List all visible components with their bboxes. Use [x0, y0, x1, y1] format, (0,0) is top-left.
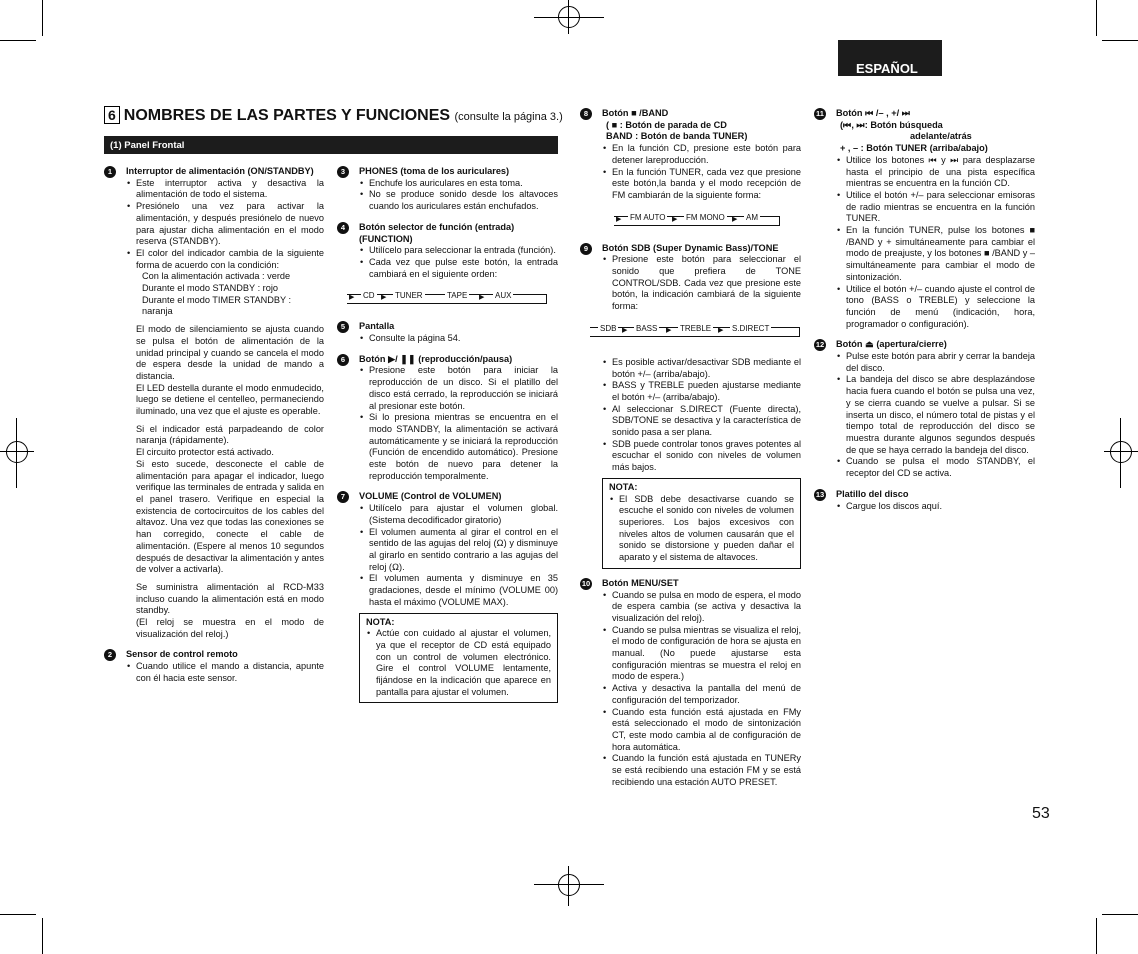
item-number-badge: 13	[815, 489, 825, 499]
bullet: • Cuando la función está ajustada en TUNERy se está recibiendo una estación FM y se está recibiendo una estación AUTO PRESET.	[602, 753, 801, 788]
section-page-ref: (consulte la página 3.)	[454, 111, 563, 123]
registration-mark-left	[6, 441, 28, 463]
column-1	[104, 166, 324, 694]
section-title-text: NOMBRES DE LAS PARTES Y FUNCIONES	[123, 107, 451, 124]
item-disc-tray	[814, 489, 1035, 512]
bullet: • Enchufe los auriculares en esta toma.	[359, 178, 558, 190]
bullet: • SDB puede controlar tonos graves potentes al escuchar el sonido con niveles de volumen más bajos.	[602, 439, 801, 474]
item-title: Botón ▶/ ❚❚ (reproducción/pausa)	[359, 353, 513, 364]
item-number-badge: 11	[814, 108, 826, 120]
bullet: • Presione este botón para iniciar la reproducción de un disco. Si el platillo del disco está cerrado, la reproducción se iniciará al presionar este botón.	[359, 365, 558, 412]
bullet: • El volumen aumenta al girar el control en el sentido de las agujas del reloj (Ω) y disminuye al girarlo en sentido contrario a las agujas del reloj (Ω).	[359, 527, 558, 574]
tone-order-diagram: SDB ▶ BASS ▶ TREBLE ▶ S.DIRECT	[590, 319, 801, 345]
function-order-diagram: ▶ CD ▶ TUNER TAPE ▶ AUX	[347, 286, 558, 312]
bullet: • Pulse este botón para abrir y cerrar la bandeja del disco.	[836, 351, 1035, 374]
crop-mark	[1102, 914, 1138, 915]
registration-mark-line	[1104, 451, 1138, 452]
bullet: • Utilícelo para ajustar el volumen global. (Sistema decodificador giratorio)	[359, 503, 558, 526]
item-number-badge: 2	[104, 649, 116, 661]
paragraph: (El reloj se muestra en el modo de visualización del reloj.)	[136, 617, 324, 639]
item-number-badge: 4	[337, 222, 349, 234]
flow-label: SDB	[600, 323, 617, 333]
item-subtitle: (⏮, ⏭: Botón búsqueda	[840, 119, 943, 130]
language-tab: ESPAÑOL	[838, 40, 942, 76]
color-condition: Con la alimentación activada : verde	[142, 271, 291, 282]
bullet: • Presione este botón para seleccionar el sonido que prefiera de TONE CONTROL/SDB. Cada vez que presione este botón, la indicación cambiará de la siguiente forma:	[602, 254, 801, 313]
item-title: VOLUME (Control de VOLUMEN)	[359, 491, 502, 502]
item-display	[337, 321, 558, 344]
section-number: 6	[104, 106, 120, 124]
bullet: • Activa y desactiva la pantalla del menú de configuración del temporizador.	[602, 683, 801, 706]
bullet: • Utilice los botones ⏮ y ⏭ para desplazarse hasta el principio de una pista específica mientras se encuentra en la función CD.	[836, 155, 1035, 190]
color-condition: Durante el modo STANDBY : rojo	[142, 283, 278, 294]
bullet: • Cuando utilice el mando a distancia, apunte con él hacia este sensor.	[126, 661, 324, 684]
paragraph: El circuito protector está activado.	[136, 447, 274, 458]
item-play-pause	[337, 354, 558, 483]
item-power-switch	[104, 166, 324, 640]
bullet: • Cuando se pulsa mientras se visualiza el reloj, el modo de configuración de hora se ajusta en manual. (No puede ajustarse esta configuración mientras se muestra el reloj en modo de espera.)	[602, 625, 801, 684]
crop-mark	[1102, 40, 1138, 41]
registration-mark-line	[568, 866, 569, 906]
note-title: NOTA:	[609, 481, 638, 492]
flow-label: TAPE	[447, 291, 468, 301]
panel-label-bar: (1) Panel Frontal	[104, 136, 558, 154]
item-open-close	[814, 339, 1035, 479]
bullet: • Si lo presiona mientras se encuentra en el modo STANDBY, la alimentación se activará automáticamente y se iniciará la reproducción (Función de encendido automático). Presione este botón de nuevo para detener la reproducción temporalmente.	[359, 412, 558, 482]
bullet: • BASS y TREBLE pueden ajustarse mediante el botón +/– (arriba/abajo).	[602, 380, 801, 403]
registration-mark-line	[0, 451, 34, 452]
flow-label: FM AUTO	[630, 212, 666, 222]
bullet: • La bandeja del disco se abre desplazándose hacia fuera cuando el botón se pulsa una vez, y se cierra cuando se vuelve a pulsar. Si se inserta un disco, el número total de pistas y el tiempo total de reproducción del disco se muestra durante algunos segundos después de que se haya cerrado la bandeja del disco.	[836, 374, 1035, 456]
paragraph: Se suministra alimentación al RCD-M33 incluso cuando la alimentación está en modo standby.	[136, 581, 324, 616]
bullet: • Es posible activar/desactivar SDB mediante el botón +/– (arriba/abajo).	[602, 357, 801, 380]
paragraph: Si esto sucede, desconecte el cable de alimentación para apagar el indicador, luego verifique las terminales de entrada y salida en el panel trasero. Verifique en especial la existencia de cortocircuitos de los cables del altavoz. Una vez que todas las conexiones se han corregido, conecte el cable de alimentación. (Espere al menos 10 segundos después de desactivar la alimentación y antes de volver a activarla).	[136, 458, 324, 575]
bullet: • No se produce sonido desde los altavoces cuando los auriculares están enchufados.	[359, 189, 558, 212]
item-number-badge: 5	[337, 321, 349, 333]
crop-mark	[0, 40, 36, 41]
bullet: • Utilice el botón +/– cuando ajuste el control de tono (BASS o TREBLE) y seleccione la función de menú (indicación, hora, programador o configuración).	[836, 284, 1035, 331]
item-number-badge: 8	[580, 108, 592, 120]
item-title: Botón SDB (Super Dynamic Bass)/TONE	[602, 242, 779, 253]
flow-label: CD	[363, 291, 375, 301]
item-subtitle: BAND : Botón de banda TUNER)	[606, 131, 748, 142]
bullet: • Utilícelo para seleccionar la entrada (función).	[359, 245, 558, 257]
registration-mark-right	[1110, 441, 1132, 463]
bullet: • Cuando se pulsa en modo de espera, el modo de espera cambia (se activa y desactiva la visualización del reloj).	[602, 590, 801, 625]
bullet: • Presiónelo una vez para activar la alimentación, y después presiónelo de nuevo para ajustar dicha alimentación en el modo reserva (STANDBY).	[126, 201, 324, 248]
paragraph: Si el indicador está parpadeando de color naranja (rápidamente).	[136, 423, 324, 446]
bullet: • Cuando se pulsa el modo STANDBY, el receptor del CD se activa.	[836, 456, 1035, 479]
item-subtitle: ( ■ : Botón de parada de CD	[606, 119, 727, 130]
item-menu-set	[580, 578, 801, 789]
flow-label: BASS	[636, 323, 658, 333]
item-title: Botón selector de función (entrada) (FUNCTION)	[359, 221, 515, 244]
flow-label: TREBLE	[680, 323, 712, 333]
item-phones	[337, 166, 558, 213]
item-subtitle: + , – : Botón TUNER (arriba/abajo)	[840, 143, 988, 154]
item-volume	[337, 491, 558, 703]
page-number: 53	[1032, 805, 1050, 822]
item-title: Botón MENU/SET	[602, 577, 679, 588]
flow-label: AUX	[495, 291, 512, 301]
item-number-badge: 12	[815, 340, 825, 350]
item-skip-tuner	[814, 108, 1035, 330]
item-title: Sensor de control remoto	[126, 649, 238, 660]
item-title: PHONES (toma de los auriculares)	[359, 166, 510, 176]
column-3	[580, 108, 801, 797]
band-order-diagram: ▶ FM AUTO ▶ FM MONO ▶ AM	[602, 208, 801, 234]
item-number-badge: 9	[580, 243, 592, 255]
paragraph: El modo de silenciamiento se ajusta cuando se pulsa el botón de alimentación de la unidad principal y cuando se cancela el modo de espera desde la unidad de mando a distancia.	[136, 324, 324, 381]
registration-mark-line	[534, 884, 604, 885]
item-sdb-tone	[580, 243, 801, 569]
flow-label: S.DIRECT	[732, 323, 770, 333]
item-remote-sensor	[104, 649, 324, 684]
note-text: • El SDB debe desactivarse cuando se escuche el sonido con niveles de volumen superiores. Los bajos excesivos con niveles altos de volumen causarán que el sonido se distorsione y pueden dañar el aparato y el sistema de altavoces.	[609, 494, 794, 564]
bullet: • Cuando esta función está ajustada en FMy está seleccionado el modo de sintonización CT, este modo cambia al de configuración de hora automática.	[602, 707, 801, 754]
item-number-badge: 3	[337, 166, 349, 178]
section-title	[104, 106, 563, 125]
bullet: • Cada vez que pulse este botón, la entrada cambiará en el siguiente orden:	[359, 257, 558, 280]
bullet: • Al seleccionar S.DIRECT (Fuente directa), SDB/TONE se desactiva y la característica de sonido pasa a ser plana.	[602, 404, 801, 439]
bullet: • Consulte la página 54.	[359, 333, 558, 345]
bullet: • Cargue los discos aquí.	[836, 501, 1035, 513]
bullet: • En la función TUNER, pulse los botones ■ /BAND y + simultáneamente para cambiar el modo de preajuste, y los botones ■ /BAND y – simultáneamente para cambiar el modo de sintonización.	[836, 225, 1035, 284]
bullet: • En la función CD, presione este botón para detener lareproducción.	[602, 143, 801, 166]
note-text: • Actúe con cuidado al ajustar el volumen, ya que el receptor de CD está equipado con un control de volumen electrónico. Gire el control VOLUME lentamente, fijándose en la indicación que aparece en pantalla para ajustar el volumen.	[366, 628, 551, 698]
flow-label: AM	[746, 212, 758, 222]
item-title: Botón ⏏ (apertura/cierre)	[836, 339, 947, 350]
bullet: • El volumen aumenta y disminuye en 35 gradaciones, desde el mínimo (VOLUME 00) hasta el máximo (VOLUME MAX).	[359, 573, 558, 608]
flow-label: TUNER	[395, 291, 423, 301]
crop-mark	[1096, 0, 1097, 36]
registration-mark-line	[16, 418, 17, 488]
item-subtitle: adelante/atrás	[910, 131, 972, 142]
item-number-badge: 7	[337, 491, 349, 503]
item-title: Botón ■ /BAND	[602, 108, 669, 118]
color-condition: Durante el modo TIMER STANDBY : naranja	[142, 294, 292, 317]
column-4	[814, 108, 1035, 521]
item-number-badge: 6	[337, 354, 349, 366]
bullet: • Utilice el botón +/– para seleccionar emisoras de radio mientras se encuentra en la función TUNER.	[836, 190, 1035, 225]
note-box	[602, 478, 801, 569]
item-title: Interruptor de alimentación (ON/STANDBY)	[126, 166, 314, 176]
bullet: • Este interruptor activa y desactiva la alimentación de todo el sistema.	[126, 178, 324, 201]
item-number-badge: 1	[104, 166, 116, 178]
registration-mark-bottom	[558, 874, 580, 896]
crop-mark	[42, 0, 43, 36]
crop-mark	[1096, 918, 1097, 954]
registration-mark-line	[534, 17, 604, 18]
crop-mark	[42, 918, 43, 954]
crop-mark	[0, 914, 36, 915]
registration-mark-line	[1120, 418, 1121, 488]
item-function-selector	[337, 222, 558, 313]
column-2	[337, 166, 558, 712]
paragraph: El LED destella durante el modo enmudecido, luego se detiene el centelleo, permaneciendo iluminado, una vez que el ajuste es operable.	[136, 382, 324, 417]
note-box	[359, 613, 558, 704]
item-title: Pantalla	[359, 321, 395, 332]
note-title: NOTA:	[366, 616, 395, 627]
flow-label: FM MONO	[686, 212, 725, 222]
item-stop-band	[580, 108, 801, 234]
item-title: Botón ⏮ /– , +/ ⏭	[836, 108, 910, 118]
bullet: • El color del indicador cambia de la siguiente forma de acuerdo con la condición:	[126, 248, 324, 271]
bullet: • En la función TUNER, cada vez que presione este botón,la banda y el modo recepción de FM cambiarán de la siguiente forma:	[602, 167, 801, 202]
item-number-badge: 10	[581, 578, 591, 588]
item-title: Platillo del disco	[836, 488, 909, 499]
